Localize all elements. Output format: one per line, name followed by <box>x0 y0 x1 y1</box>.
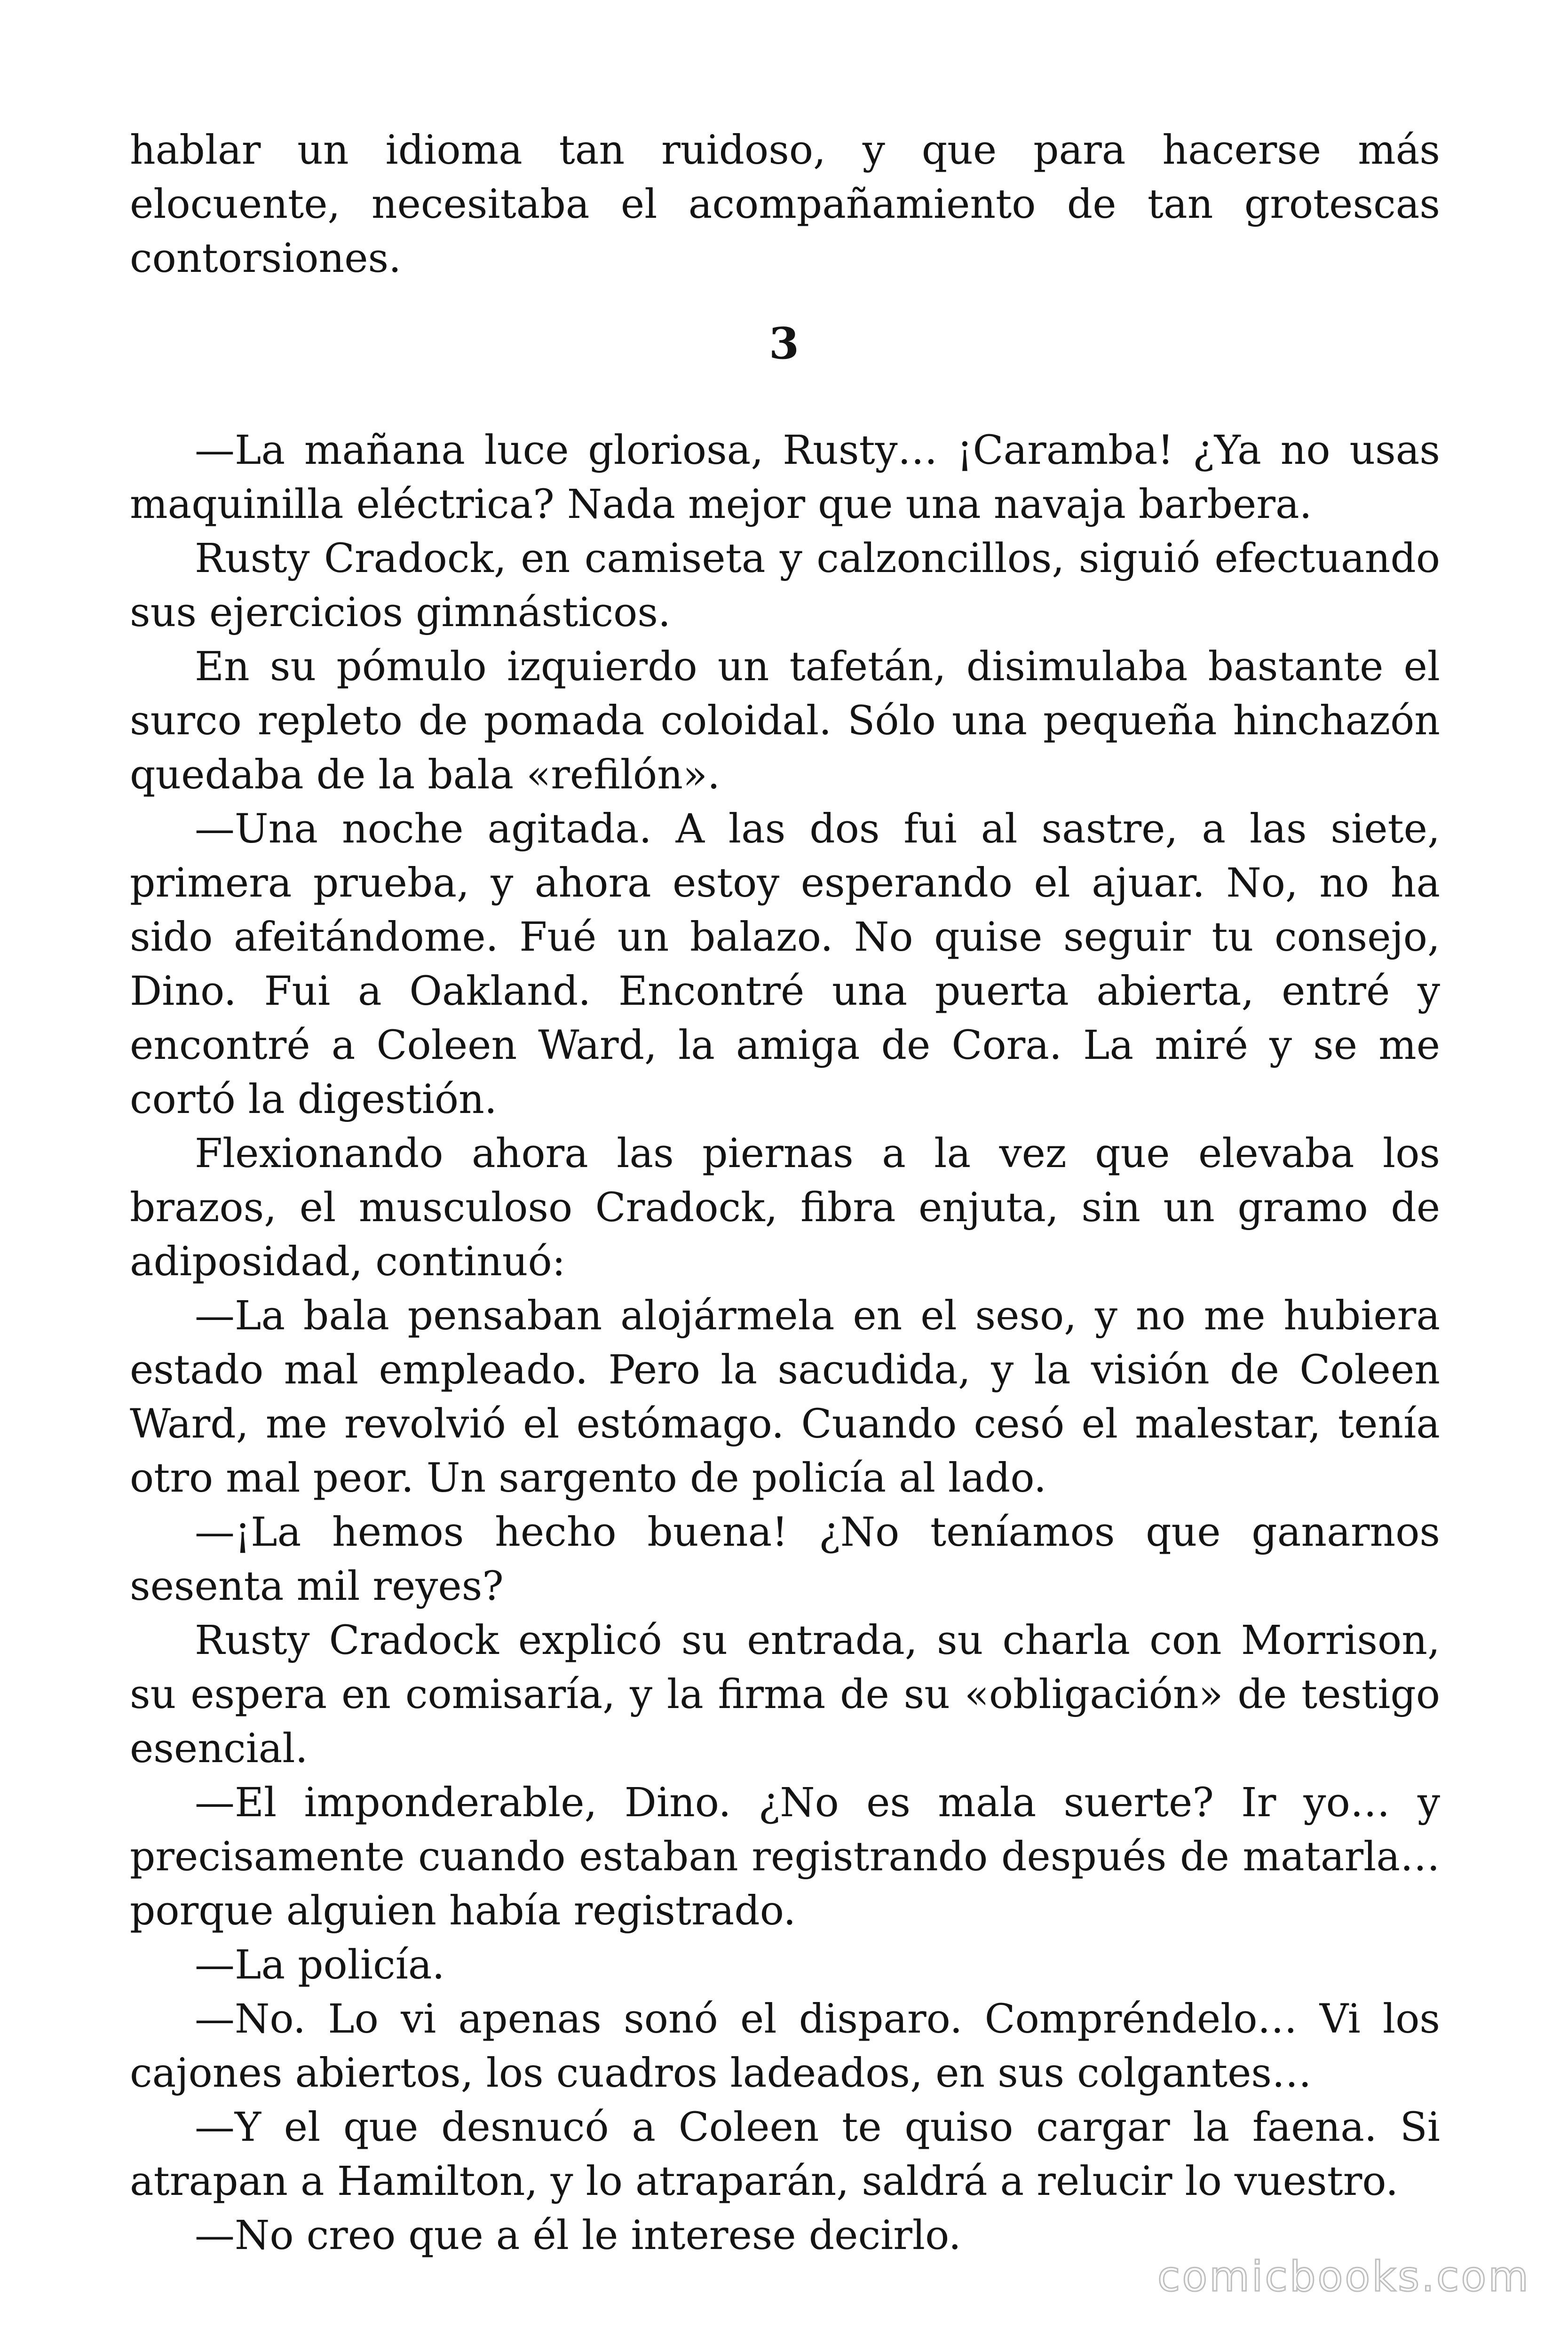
paragraph: —Una noche agitada. A las dos fui al sastre, a las siete, primera prueba, y ahora estoy esperando el ajuar. No, no ha sido afeitándome. Fué un balazo. No quise seguir tu consejo, Dino. Fui a Oakland. Encontré una puerta abierta, entré y encontré a Coleen Ward, la amiga de Cora. La miré y se me cortó la digestión. <box>130 806 1440 1123</box>
paragraph: —El imponderable, Dino. ¿No es mala suerte? Ir yo… y precisamente cuando estaban registrando después de matarla… porque alguien había registrado. <box>130 1780 1440 1934</box>
paragraph: —No. Lo vi apenas sonó el disparo. Compréndelo… Vi los cajones abiertos, los cuadros ladeados, en sus colgantes… <box>130 1996 1440 2097</box>
paragraph: —La mañana luce gloriosa, Rusty… ¡Caramba! ¿Ya no usas maquinilla eléctrica? Nada mejor que una navaja barbera. <box>130 427 1440 528</box>
paragraph: —Y el que desnucó a Coleen te quiso cargar la faena. Si atrapan a Hamilton, y lo atraparán, saldrá a relucir lo vuestro. <box>130 2104 1440 2205</box>
paragraph: —No creo que a él le interese decirlo. <box>195 2212 961 2259</box>
paragraph: —¡La hemos hecho buena! ¿No teníamos que ganarnos sesenta mil reyes? <box>130 1509 1440 1610</box>
paragraph: Rusty Cradock, en camiseta y calzoncillos, siguió efectuando sus ejercicios gimnásticos. <box>130 535 1440 636</box>
chapter-body <box>130 423 1440 2263</box>
paragraph: En su pómulo izquierdo un tafetán, disimulaba bastante el surco repleto de pomada coloidal. Sólo una pequeña hinchazón quedaba de la bala «refilón». <box>130 644 1440 798</box>
paragraph: —La bala pensaban alojármela en el seso, y no me hubiera estado mal empleado. Pero la sacudida, y la visión de Coleen Ward, me revolvió el estómago. Cuando cesó el malestar, tenía otro mal peor. Un sargento de policía al lado. <box>130 1293 1440 1502</box>
paragraph: hablar un idioma tan ruidoso, y que para hacerse más elocuente, necesitaba el acompañamiento de tan grotescas contorsiones. <box>130 127 1440 282</box>
chapter-heading: 3 <box>768 318 799 369</box>
paragraph: Flexionando ahora las piernas a la vez que elevaba los brazos, el musculoso Cradock, fibra enjuta, sin un gramo de adiposidad, continuó: <box>130 1130 1440 1285</box>
paragraph: —La policía. <box>195 1942 445 1988</box>
continuation-paragraph <box>130 123 1440 286</box>
paragraph: Rusty Cradock explicó su entrada, su charla con Morrison, su espera en comisaría, y la firma de su «obligación» de testigo esencial. <box>130 1617 1440 1772</box>
watermark: comicbooks.com <box>1157 2252 1530 2301</box>
